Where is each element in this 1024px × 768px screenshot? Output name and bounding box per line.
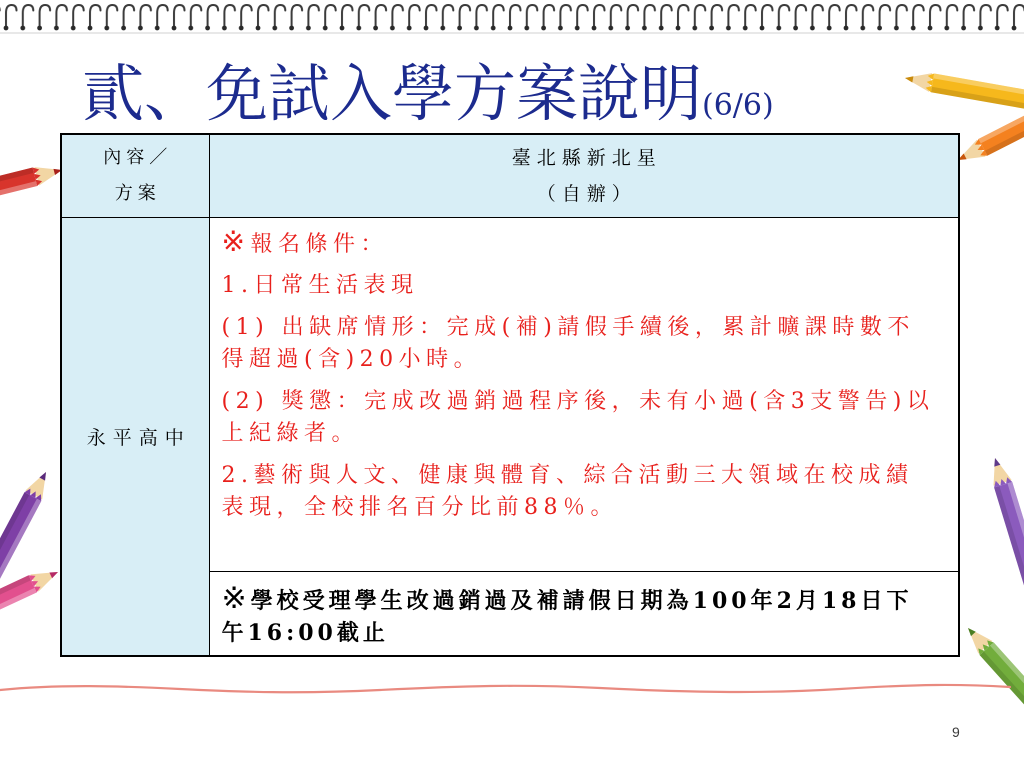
pencil-decoration-red [0, 161, 64, 239]
spiral-binding [0, 0, 1024, 34]
slide-title-text: 貳、免試入學方案說明 [82, 57, 703, 130]
plan-name-line: 臺北縣新北星 [511, 146, 662, 169]
school-name-cell [61, 217, 209, 656]
requirement-item [222, 460, 947, 524]
header-plan-name-cell [209, 134, 959, 217]
deadline-note-line [221, 580, 947, 617]
requirement-line: 上紀綠者。 [221, 420, 360, 446]
requirements-heading-text: 報名條件： [250, 231, 388, 257]
deadline-note-cell [209, 571, 959, 656]
requirement-line: 表現，全校排名百分比前88％。 [221, 494, 618, 520]
requirements-heading [221, 224, 947, 260]
requirements-cell [209, 217, 959, 571]
requirement-line: 得超過(含)20小時。 [221, 346, 482, 372]
pencil-decoration-green [961, 622, 1024, 768]
reference-mark: ※ [221, 224, 251, 258]
header-label-line: 方案 [114, 182, 161, 204]
table-header-row [61, 134, 959, 217]
requirement-line: (1) 出缺席情形：完成(補)請假手續後，累計曠課時數不 [221, 314, 915, 340]
wavy-divider-line [0, 685, 1010, 692]
deadline-note-line: 午16:00截止 [221, 619, 389, 646]
plan-type-line: （自辦） [536, 182, 637, 205]
requirement-item [222, 270, 947, 302]
deadline-note-text: 學校受理學生改過銷過及補請假日期為100年2月18日下 [250, 587, 913, 614]
slide-title-part-indicator: (6/6) [702, 88, 774, 123]
school-name: 永平高中 [86, 426, 191, 449]
pencil-decoration-yellow [903, 69, 1024, 131]
pencil-decoration-pink [0, 563, 62, 685]
requirement-item [222, 312, 947, 376]
requirement-line: (2) 獎懲：完成改過銷過程序後，未有小過(含3支警告)以 [221, 388, 935, 414]
table-row [61, 217, 959, 571]
requirement-line: 1.日常生活表現 [221, 272, 419, 298]
header-content-plan-cell [61, 134, 209, 217]
reference-mark: ※ [221, 580, 251, 616]
requirement-item [222, 386, 947, 450]
requirement-line: 2.藝術與人文、健康與體育、綜合活動三大領域在校成績 [221, 462, 914, 488]
header-label-line: 內容／ [103, 146, 173, 168]
admission-plan-table [60, 133, 960, 657]
page-number: 9 [952, 724, 960, 740]
slide-title [82, 58, 774, 142]
